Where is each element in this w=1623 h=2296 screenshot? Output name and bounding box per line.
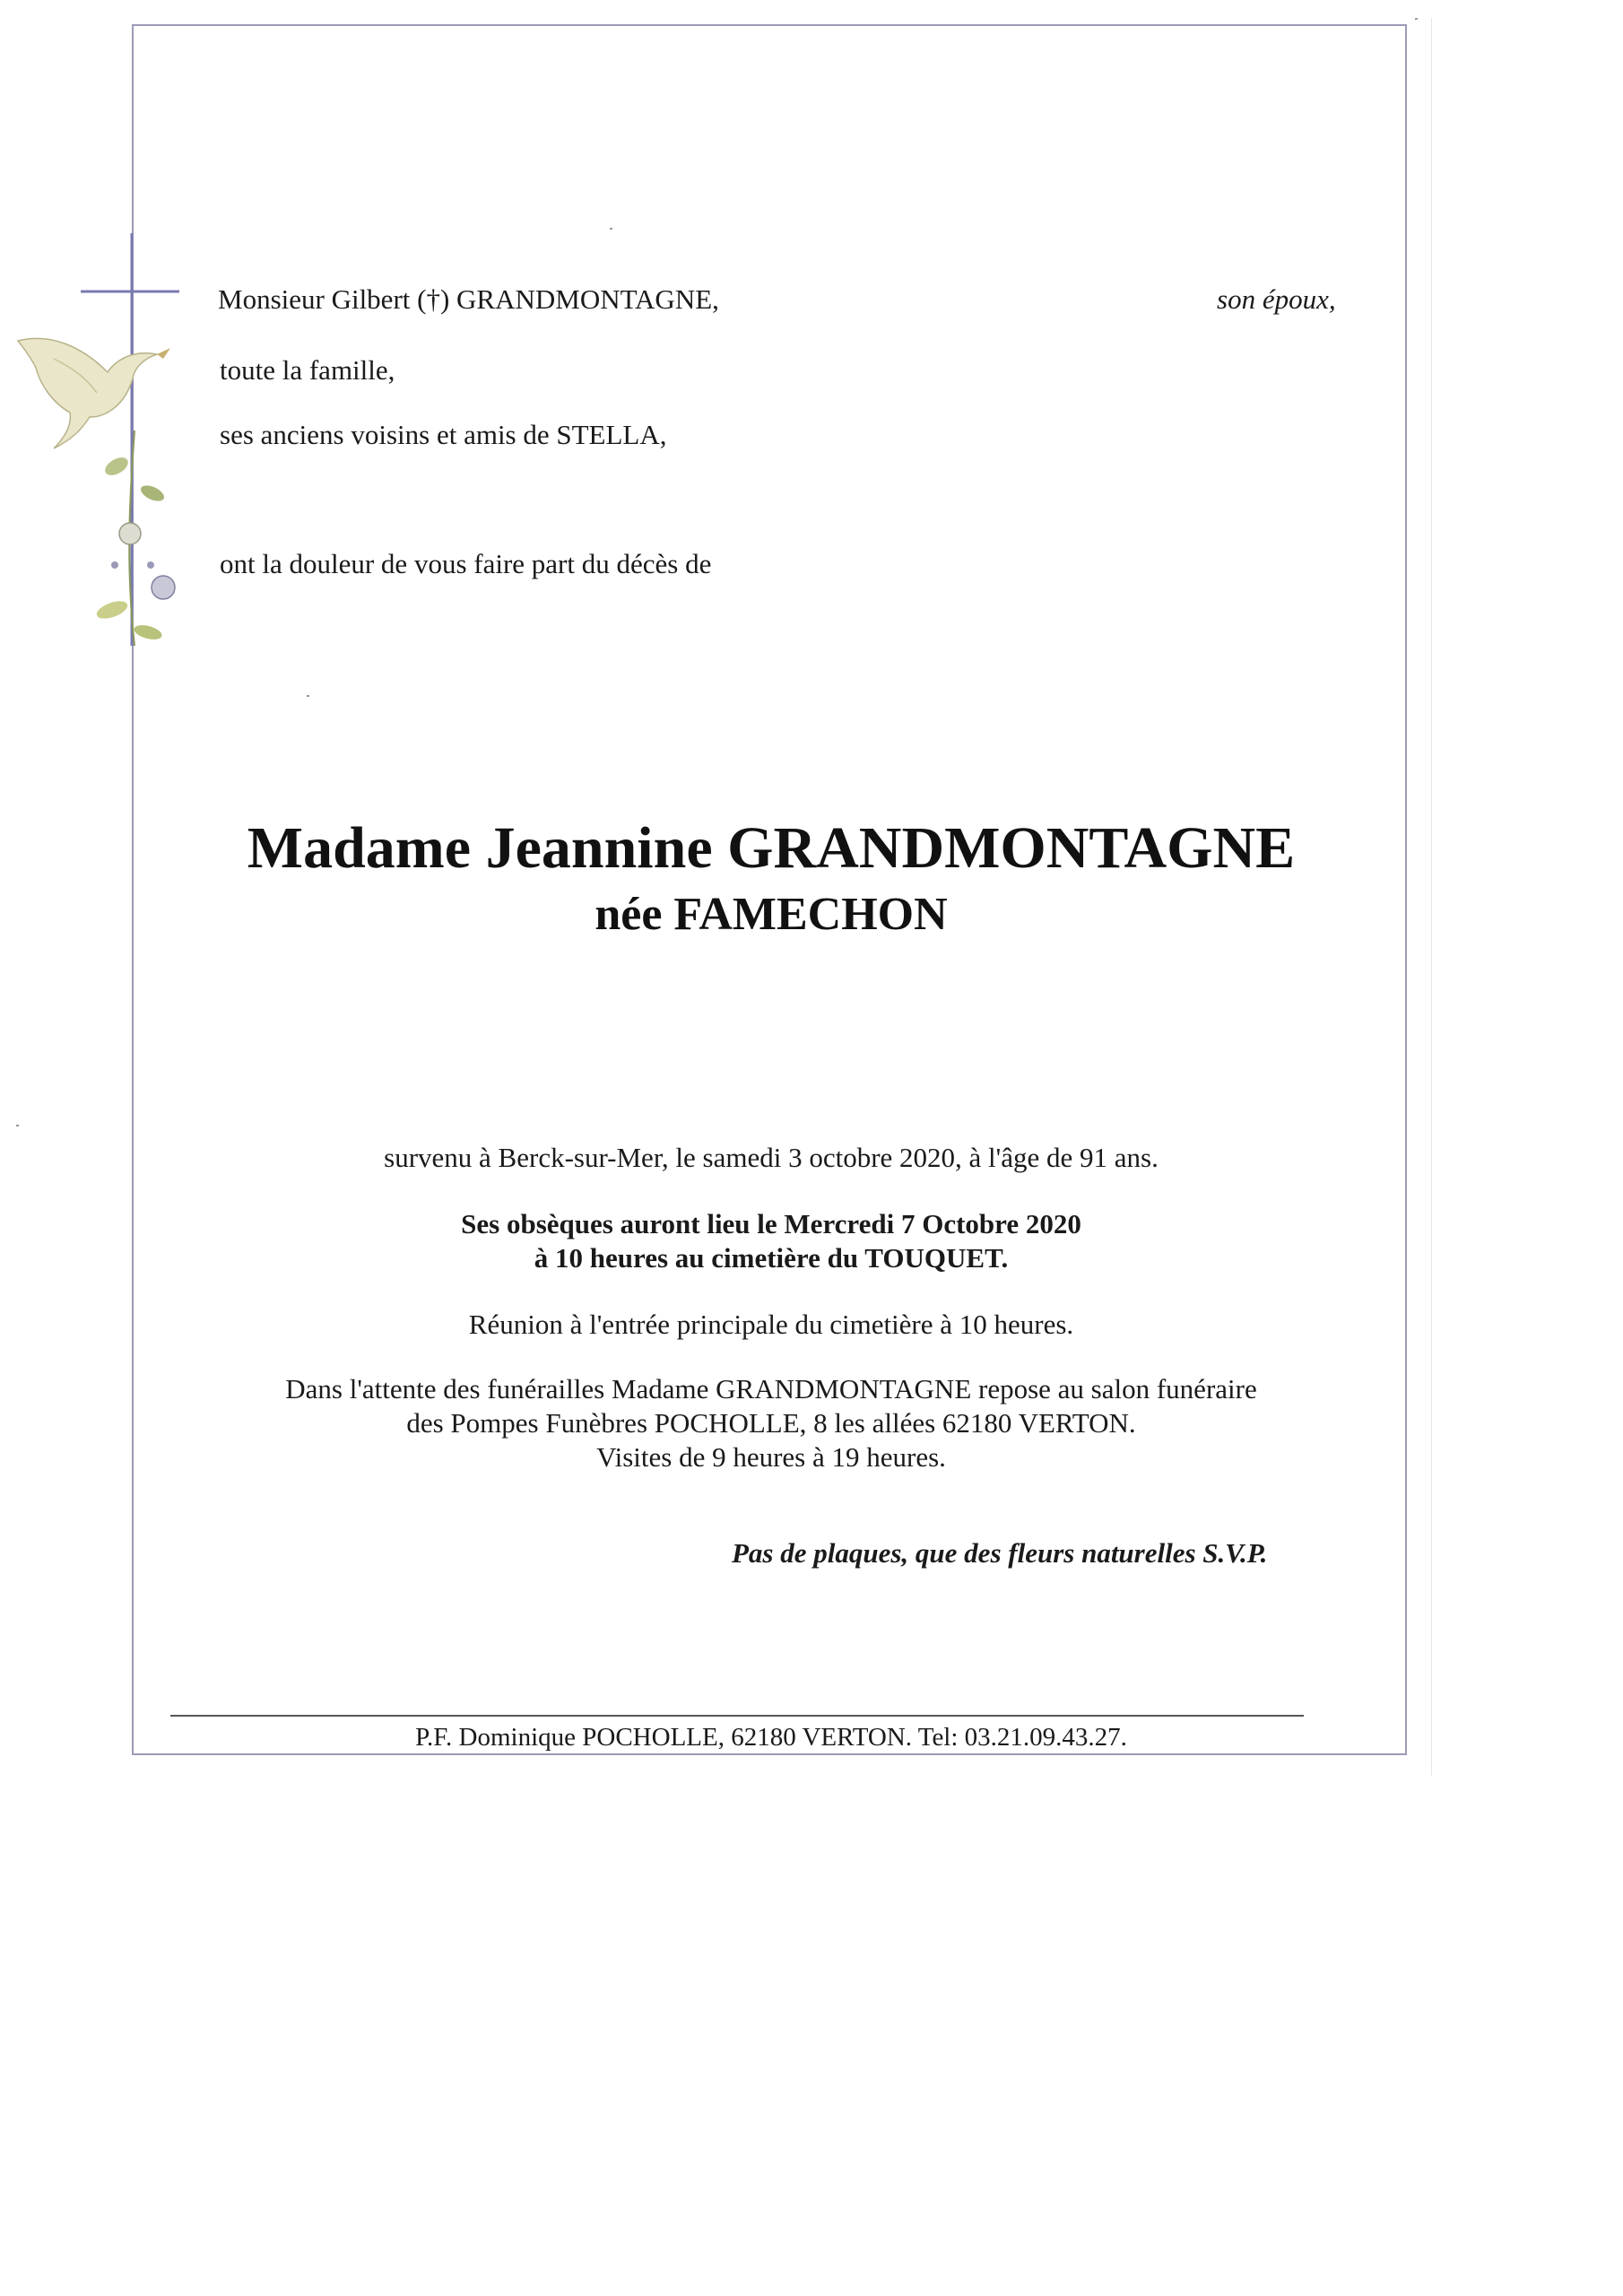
family-line-spouse: Monsieur Gilbert (†) GRANDMONTAGNE, xyxy=(218,283,719,315)
scan-speck xyxy=(610,228,612,230)
scan-edge xyxy=(1431,18,1432,1776)
scan-speck xyxy=(307,695,309,697)
deceased-name: Madame Jeannine GRANDMONTAGNE xyxy=(247,815,1296,881)
rest-line-2: des Pompes Funèbres POCHOLLE, 8 les allées 62180 VERTON. xyxy=(406,1407,1136,1439)
meeting-line: Réunion à l'entrée principale du cimetière à 10 heures. xyxy=(468,1309,1074,1340)
deceased-maiden-name: née FAMECHON xyxy=(595,889,948,940)
flower-stem-icon xyxy=(94,430,175,646)
rest-line-1: Dans l'attente des funérailles Madame GRANDMONTAGNE repose au salon funéraire xyxy=(285,1373,1257,1405)
funeral-line-1: Ses obsèques auront lieu le Mercredi 7 Octobre 2020 xyxy=(461,1208,1081,1239)
funeral-line-2: à 10 heures au cimetière du TOUQUET. xyxy=(534,1242,1009,1274)
spouse-role: son époux, xyxy=(1217,283,1336,315)
scan-speck xyxy=(16,1125,19,1126)
dove-icon xyxy=(18,338,170,448)
footer-contact: P.F. Dominique POCHOLLE, 62180 VERTON. Tel: 03.21.09.43.27. xyxy=(415,1723,1127,1752)
family-line-family: toute la famille, xyxy=(220,354,395,386)
announcement-line: ont la douleur de vous faire part du décès de xyxy=(220,548,712,579)
flowers-note: Pas de plaques, que des fleurs naturelles S.V.P. xyxy=(732,1537,1268,1569)
visits-line: Visites de 9 heures à 19 heures. xyxy=(596,1441,946,1473)
cross-dove-ornament xyxy=(0,224,215,691)
footer-rule xyxy=(170,1715,1304,1717)
scan-speck xyxy=(1415,18,1418,20)
family-line-neighbors: ses anciens voisins et amis de STELLA, xyxy=(220,419,667,450)
death-line: survenu à Berck-sur-Mer, le samedi 3 octobre 2020, à l'âge de 91 ans. xyxy=(384,1142,1159,1173)
